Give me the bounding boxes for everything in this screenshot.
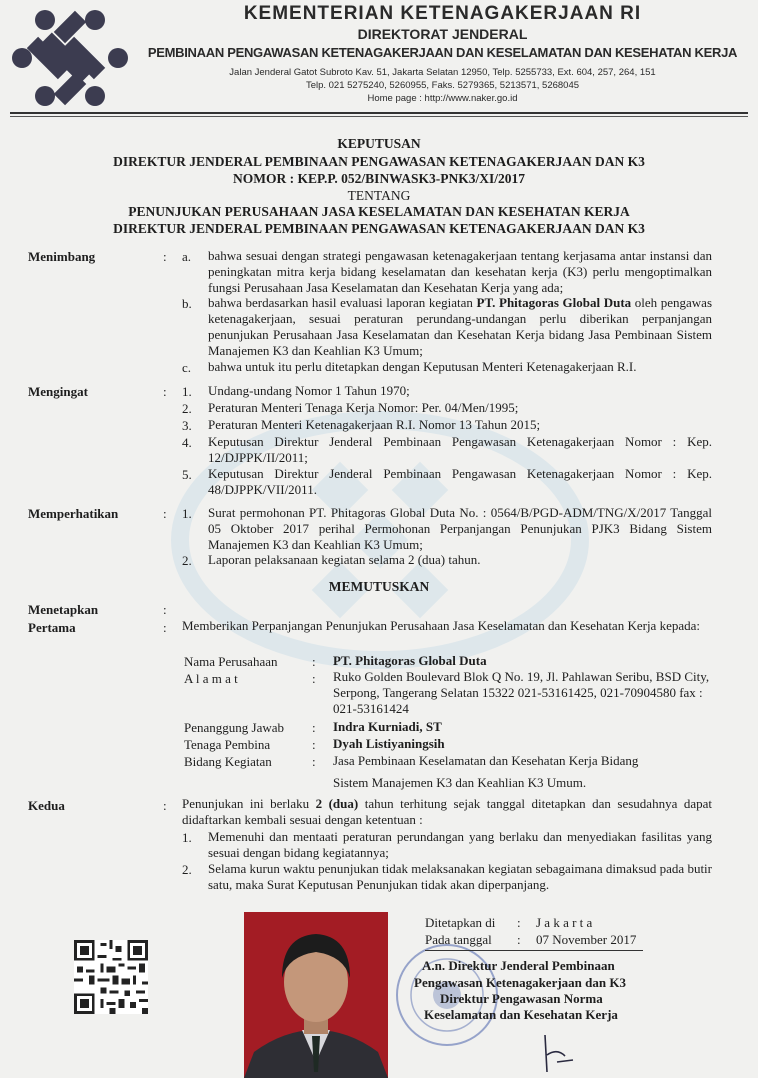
qr-code — [74, 940, 148, 1014]
colon: : — [163, 384, 167, 399]
memperhatikan-item: Surat permohonan PT. Phitagoras Global Duta No. : 0564/B/PGD-ADM/TNG/X/2017 Tanggal 05 Oktober 2017 perihal Permohonan Perpanjangan Penunjukan PJK3 Bidang Sistem Manajemen K3 dan Keahlian K3 Umum; — [208, 505, 712, 552]
field-label: Bidang Kegiatan — [184, 754, 272, 769]
colon: : — [163, 249, 167, 264]
company-address: Ruko Golden Boulevard Blok Q No. 19, Jl. Pahlawan Seribu, BSD City, Serpong, Tangerang Selatan 15322 021-53161425, 021-70904580 fax : 021-53161424 — [333, 669, 710, 716]
mengingat-item: Undang-undang Nomor 1 Tahun 1970; — [208, 383, 410, 398]
signatory-line: Keselamatan dan Kesehatan Kerja — [424, 1007, 618, 1022]
handwritten-signature — [535, 1030, 585, 1075]
activity-field: Jasa Pembinaan Keselamatan dan Kesehatan Kerja Bidang — [333, 753, 639, 768]
address-line-2: Telp. 021 5275240, 5260955, Faks. 5279365, 5213571, 5268045 — [305, 80, 580, 91]
field-label: A l a m a t — [184, 671, 238, 686]
date-value: 07 November 2017 — [536, 932, 637, 947]
ministry-logo — [10, 6, 130, 110]
memutuskan-heading: MEMUTUSKAN — [328, 579, 430, 594]
colon: : — [312, 737, 316, 752]
doc-number: NOMOR : KEP.P. 052/BINWASK3-PNK3/XI/2017 — [233, 171, 525, 186]
mengingat-item: Keputusan Direktur Jenderal Pembinaan Pengawasan Ketenagakerjaan Nomor : Kep. 48/DJPPK/VII/2011. — [208, 466, 712, 497]
company-name: PT. Phitagoras Global Duta — [333, 653, 487, 668]
doc-title-line: DIREKTUR JENDERAL PEMBINAAN PENGAWASAN KETENAGAKERJAAN DAN K3 — [113, 154, 645, 169]
pertama-label: Pertama — [28, 620, 76, 635]
mengingat-label: Mengingat — [28, 384, 88, 399]
activity-field-cont: Sistem Manajemen K3 dan Keahlian K3 Umum. — [333, 775, 587, 790]
colon: : — [312, 671, 316, 686]
kedua-item: Selama kurun waktu penunjukan tidak melaksanakan kegiatan sebagaimana dimaksud pada butir satu, maka Surat Keputusan Penunjukan tidak akan diperpanjang. — [208, 861, 712, 892]
signatory-line: Pengawasan Ketenagakerjaan dan K3 — [414, 975, 626, 990]
item-number: 1. — [182, 384, 192, 399]
trainer-name: Dyah Listiyaningsih — [333, 736, 445, 751]
menetapkan-label: Menetapkan — [28, 602, 99, 617]
colon: : — [163, 602, 167, 617]
place-label: Ditetapkan di — [425, 915, 496, 930]
item-number: 2. — [182, 862, 192, 877]
signature-divider — [425, 950, 643, 951]
item-number: 2. — [182, 553, 192, 568]
memperhatikan-item: Laporan pelaksanaan kegiatan selama 2 (dua) tahun. — [208, 552, 481, 567]
colon: : — [163, 798, 167, 813]
header-divider-thin — [10, 116, 748, 117]
signatory-line: Direktur Pengawasan Norma — [440, 991, 603, 1006]
menimbang-c: bahwa untuk itu perlu ditetapkan dengan Keputusan Menteri Ketenagakerjaan R.I. — [208, 359, 637, 374]
division-name: PEMBINAAN PENGAWASAN KETENAGAKERJAAN DAN KESELAMATAN DAN KESEHATAN KERJA — [147, 45, 738, 60]
mengingat-item: Keputusan Direktur Jenderal Pembinaan Pengawasan Ketenagakerjaan Nomor : Kep. 12/DJPPK/II/2011; — [208, 434, 712, 465]
doc-title: KEPUTUSAN — [337, 136, 421, 151]
header-divider — [10, 112, 748, 114]
doc-subject-2: DIREKTUR JENDERAL PEMBINAAN PENGAWASAN KETENAGAKERJAAN DAN K3 — [113, 221, 645, 236]
colon: : — [312, 654, 316, 669]
menimbang-b: bahwa berdasarkan hasil evaluasi laporan kegiatan PT. Phitagoras Global Duta oleh pengawas ketenagakerjaan, sesuai peraturan perundang-undangan perlu diberikan perpanjangan penunjukan Perusahaan Jasa Keselamatan dan Kesehatan Kerja bidang Jasa Pembinaan Sistem Manajemen K3 dan Keahlian K3 Umum; — [208, 295, 712, 358]
colon: : — [312, 720, 316, 735]
date-label: Pada tanggal — [425, 932, 492, 947]
item-letter: c. — [182, 360, 192, 375]
address-line-1: Jalan Jenderal Gatot Subroto Kav. 51, Jakarta Selatan 12950, Telp. 5255733, Ext. 604, 257, 264, 151 — [229, 67, 656, 78]
colon: : — [163, 506, 167, 521]
pertama-intro: Memberikan Perpanjangan Penunjukan Perusahaan Jasa Keselamatan dan Kesehatan Kerja kepada: — [182, 618, 700, 633]
memperhatikan-label: Memperhatikan — [28, 506, 119, 521]
colon: : — [163, 620, 167, 635]
item-letter: a. — [182, 249, 192, 264]
item-number: 2. — [182, 401, 192, 416]
mengingat-item: Peraturan Menteri Tenaga Kerja Nomor: Per. 04/Men/1995; — [208, 400, 519, 415]
field-label: Penanggung Jawab — [184, 720, 285, 735]
directorate-name: DIREKTORAT JENDERAL — [357, 26, 528, 42]
item-number: 4. — [182, 435, 192, 450]
item-letter: b. — [182, 296, 192, 311]
doc-tentang: TENTANG — [347, 188, 411, 203]
colon: : — [312, 754, 316, 769]
ministry-name: KEMENTERIAN KETENAGAKERJAAN RI — [243, 3, 642, 24]
letterhead — [140, 0, 745, 105]
colon: : — [517, 915, 521, 930]
item-number: 1. — [182, 506, 192, 521]
item-number: 5. — [182, 467, 192, 482]
field-label: Nama Perusahaan — [184, 654, 278, 669]
homepage: Home page : http://www.naker.go.id — [367, 93, 518, 104]
colon: : — [517, 932, 521, 947]
portrait-photo — [244, 912, 388, 1078]
place-value: J a k a r t a — [536, 915, 593, 930]
signatory-line: A.n. Direktur Jenderal Pembinaan — [422, 958, 615, 973]
field-label: Tenaga Pembina — [184, 737, 271, 752]
mengingat-item: Peraturan Menteri Ketenagakerjaan R.I. Nomor 13 Tahun 2015; — [208, 417, 541, 432]
kedua-label: Kedua — [28, 798, 65, 813]
kedua-item: Memenuhi dan mentaati peraturan perundangan yang berlaku dan menyediakan fasilitas yang sesuai dengan bidang kegiatannya; — [208, 829, 712, 860]
responsible-person: Indra Kurniadi, ST — [333, 719, 442, 734]
doc-subject-1: PENUNJUKAN PERUSAHAAN JASA KESELAMATAN DAN KESEHATAN KERJA — [128, 204, 630, 219]
kedua-intro: Penunjukan ini berlaku 2 (dua) tahun terhitung sejak tanggal ditetapkan dan sesudahnya dapat didaftarkan kembali sesuai dengan ketentuan : — [182, 796, 712, 827]
menimbang-a: bahwa sesuai dengan strategi pengawasan ketenagakerjaan tentang kerjasama antar instansi dan peningkatan mitra kerja bidang keselamatan dan kesehatan kerja (K3) perlu mengoptimalkan fungsi Perusahaan Jasa Keselamatan dan Kesehatan Kerja yang ada; — [208, 248, 712, 295]
item-number: 3. — [182, 418, 192, 433]
item-number: 1. — [182, 830, 192, 845]
menimbang-label: Menimbang — [28, 249, 96, 264]
